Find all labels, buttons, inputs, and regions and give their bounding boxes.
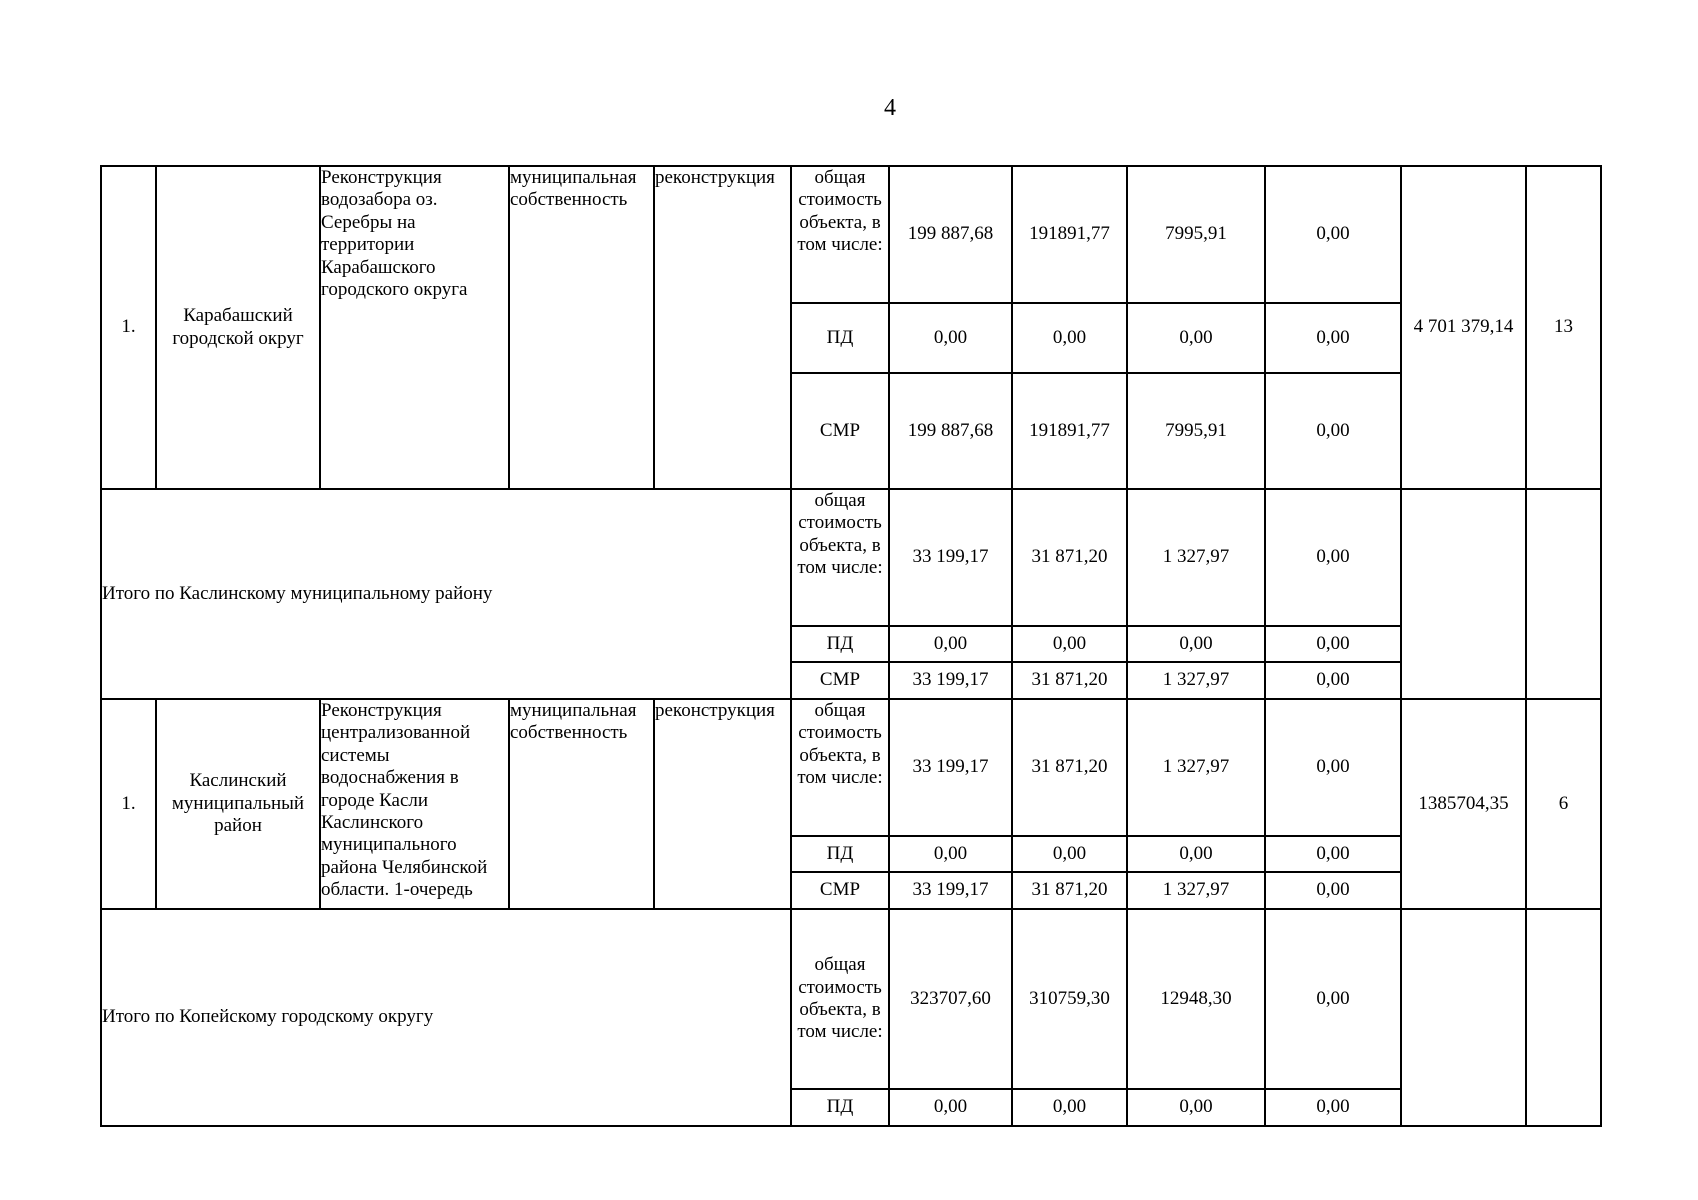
value-regional: 0,00 — [1012, 836, 1127, 872]
subtotal-title: Итого по Каслинскому муниципальному району — [101, 489, 791, 699]
cost-type-label: общая стоимость объекта, в том числе: — [791, 909, 889, 1089]
value-other: 0,00 — [1265, 489, 1401, 626]
value-other: 0,00 — [1265, 166, 1401, 303]
value-total: 33 199,17 — [889, 872, 1012, 909]
value-total: 33 199,17 — [889, 662, 1012, 699]
cost-type-label: общая стоимость объекта, в том числе: — [791, 166, 889, 303]
value-total: 0,00 — [889, 626, 1012, 662]
cost-type-label: ПД — [791, 1089, 889, 1126]
count-value: 13 — [1526, 166, 1601, 489]
value-local: 7995,91 — [1127, 166, 1265, 303]
value-other: 0,00 — [1265, 909, 1401, 1089]
cost-type-label: общая стоимость объекта, в том числе: — [791, 489, 889, 626]
value-total: 199 887,68 — [889, 373, 1012, 489]
value-regional: 31 871,20 — [1012, 872, 1127, 909]
value-total: 0,00 — [889, 1089, 1012, 1126]
cost-type-label: СМР — [791, 373, 889, 489]
empty-cell — [1526, 909, 1601, 1126]
cost-type-label: СМР — [791, 872, 889, 909]
value-regional: 31 871,20 — [1012, 699, 1127, 836]
table-row — [101, 699, 1601, 836]
value-total: 0,00 — [889, 303, 1012, 373]
empty-cell — [1401, 909, 1526, 1126]
value-regional: 0,00 — [1012, 1089, 1127, 1126]
cost-type-label: ПД — [791, 836, 889, 872]
value-other: 0,00 — [1265, 303, 1401, 373]
object-name: Реконструкция водозабора оз. Серебры на территории Карабашского городского округа — [320, 166, 509, 489]
cost-type-label: СМР — [791, 662, 889, 699]
value-regional: 0,00 — [1012, 626, 1127, 662]
table-row — [101, 166, 1601, 303]
cost-type-label: ПД — [791, 626, 889, 662]
value-other: 0,00 — [1265, 662, 1401, 699]
row-number: 1. — [101, 166, 156, 489]
value-local: 12948,30 — [1127, 909, 1265, 1089]
subtotal-title: Итого по Копейскому городскому округу — [101, 909, 791, 1126]
value-local: 0,00 — [1127, 836, 1265, 872]
value-other: 0,00 — [1265, 1089, 1401, 1126]
value-other: 0,00 — [1265, 699, 1401, 836]
municipality-name: Каслинский муниципальный район — [156, 699, 320, 909]
value-local: 1 327,97 — [1127, 699, 1265, 836]
value-other: 0,00 — [1265, 836, 1401, 872]
capacity-value: 4 701 379,14 — [1401, 166, 1526, 489]
value-regional: 310759,30 — [1012, 909, 1127, 1089]
empty-cell — [1526, 489, 1601, 699]
object-name: Реконструкция централизованной системы водоснабжения в городе Касли Каслинского муниципального района Челябинской области. 1-очередь — [320, 699, 509, 909]
value-local: 1 327,97 — [1127, 662, 1265, 699]
ownership-type: муниципальная собственность — [509, 166, 654, 489]
cost-type-label: общая стоимость объекта, в том числе: — [791, 699, 889, 836]
work-type: реконструкция — [654, 699, 791, 909]
value-other: 0,00 — [1265, 373, 1401, 489]
value-local: 0,00 — [1127, 1089, 1265, 1126]
value-other: 0,00 — [1265, 626, 1401, 662]
municipality-name: Карабашский городской округ — [156, 166, 320, 489]
budget-table — [100, 165, 1602, 1127]
value-regional: 31 871,20 — [1012, 489, 1127, 626]
value-other: 0,00 — [1265, 872, 1401, 909]
cost-type-label: ПД — [791, 303, 889, 373]
value-local: 1 327,97 — [1127, 872, 1265, 909]
table-row — [101, 489, 1601, 626]
value-local: 0,00 — [1127, 626, 1265, 662]
value-local: 0,00 — [1127, 303, 1265, 373]
value-regional: 191891,77 — [1012, 373, 1127, 489]
work-type: реконструкция — [654, 166, 791, 489]
empty-cell — [1401, 489, 1526, 699]
capacity-value: 1385704,35 — [1401, 699, 1526, 909]
row-number: 1. — [101, 699, 156, 909]
value-regional: 0,00 — [1012, 303, 1127, 373]
value-total: 33 199,17 — [889, 699, 1012, 836]
value-regional: 31 871,20 — [1012, 662, 1127, 699]
value-total: 33 199,17 — [889, 489, 1012, 626]
table-row — [101, 909, 1601, 1089]
value-regional: 191891,77 — [1012, 166, 1127, 303]
value-total: 323707,60 — [889, 909, 1012, 1089]
value-total: 0,00 — [889, 836, 1012, 872]
count-value: 6 — [1526, 699, 1601, 909]
page-number: 4 — [884, 95, 896, 121]
ownership-type: муниципальная собственность — [509, 699, 654, 909]
value-total: 199 887,68 — [889, 166, 1012, 303]
value-local: 7995,91 — [1127, 373, 1265, 489]
value-local: 1 327,97 — [1127, 489, 1265, 626]
